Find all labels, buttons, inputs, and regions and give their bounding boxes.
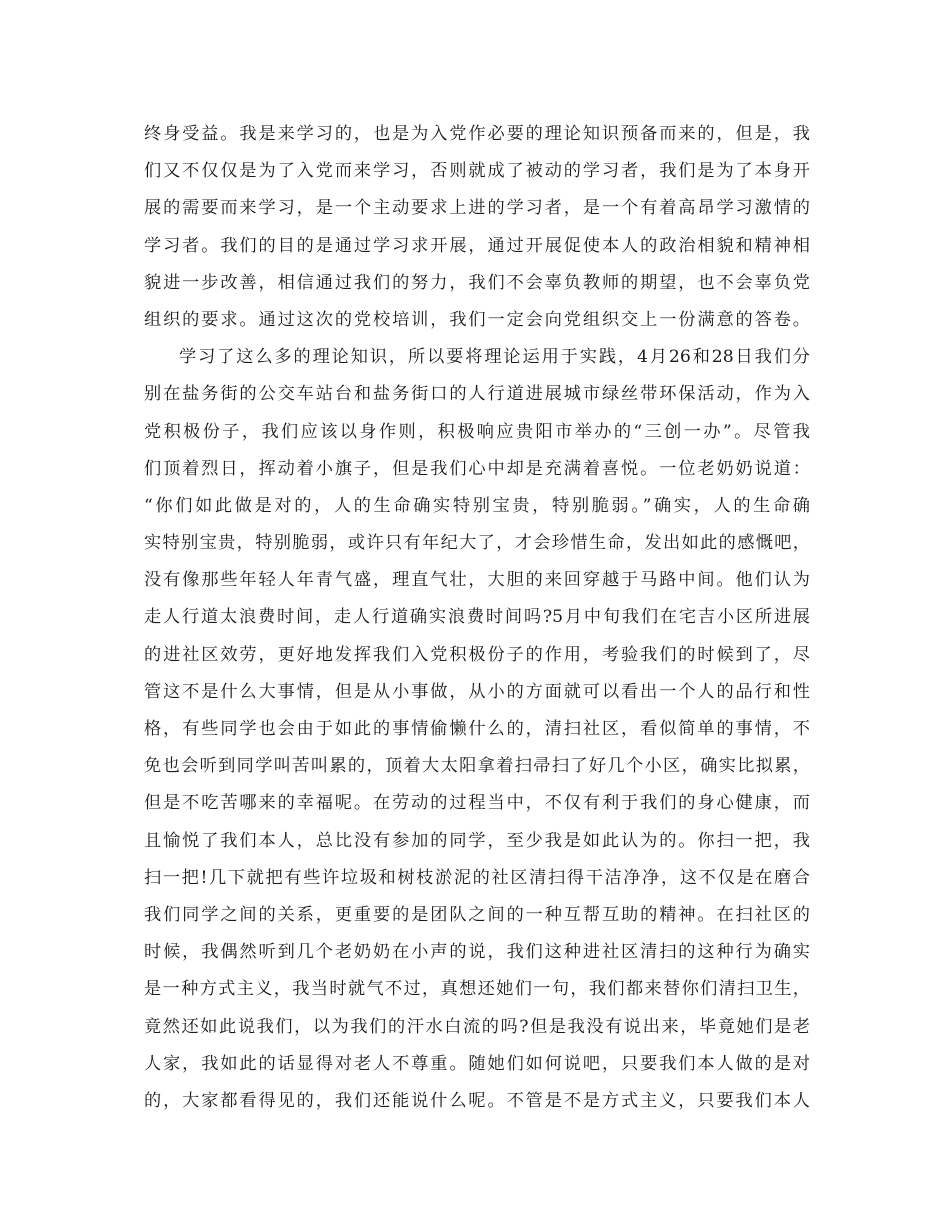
text-line: 的，大家都看得见的，我们还能说什么呢。不管是不是方式主义，只要我们本人 <box>144 1090 810 1111</box>
text-line: 实特别宝贵，特别脆弱，或许只有年纪大了，才会珍惜生命，发出如此的感慨吧， <box>144 533 810 554</box>
text-line: 管这不是什么大事情，但是从小事做，从小的方面就可以看出一个人的品行和性 <box>144 681 810 702</box>
text-line: 的进社区效劳，更好地发挥我们入党积极份子的作用，考验我们的时候到了，尽 <box>144 644 810 665</box>
text-line: 学习了这么多的理论知识，所以要将理论运用于实践，4月26和28日我们分 <box>179 347 810 368</box>
paragraph <box>144 116 810 339</box>
text-line: 学习者。我们的目的是通过学习求开展，通过开展促使本人的政治相貌和精神相 <box>144 235 810 256</box>
text-line: 但是不吃苦哪来的幸福呢。在劳动的过程当中，不仅有利于我们的身心健康，而 <box>144 793 810 814</box>
text-line: 没有像那些年轻人年青气盛，理直气壮，大胆的来回穿越于马路中间。他们认为 <box>144 570 810 591</box>
paragraph <box>144 339 810 1120</box>
text-line: 我们同学之间的关系，更重要的是团队之间的一种互帮互助的精神。在扫社区的 <box>144 904 810 925</box>
text-line: 终身受益。我是来学习的，也是为入党作必要的理论知识预备而来的，但是，我 <box>144 124 810 144</box>
text-line: 时候，我偶然听到几个老奶奶在小声的说，我们这种进社区清扫的这种行为确实 <box>144 942 810 963</box>
text-line: “你们如此做是对的，人的生命确实特别宝贵，特别脆弱。”确实，人的生命确 <box>144 495 810 516</box>
text-line: 貌进一步改善，相信通过我们的努力，我们不会辜负教师的期望，也不会辜负党 <box>144 272 810 293</box>
text-line: 且愉悦了我们本人，总比没有参加的同学，至少我是如此认为的。你扫一把，我 <box>144 830 810 851</box>
document-body <box>144 116 810 1120</box>
text-line: 免也会听到同学叫苦叫累的，顶着大太阳拿着扫帚扫了好几个小区，确实比拟累， <box>144 756 810 777</box>
text-line: 人家，我如此的话显得对老人不尊重。随她们如何说吧，只要我们本人做的是对 <box>144 1053 810 1074</box>
text-line: 别在盐务街的公交车站台和盐务街口的人行道进展城市绿丝带环保活动，作为入 <box>144 384 810 405</box>
text-line: 组织的要求。通过这次的党校培训，我们一定会向党组织交上一份满意的答卷。 <box>144 309 810 330</box>
text-line: 们又不仅仅是为了入党而来学习，否则就成了被动的学习者，我们是为了本身开 <box>144 161 810 182</box>
text-line: 展的需要而来学习，是一个主动要求上进的学习者，是一个有着高昂学习激情的 <box>144 198 810 219</box>
text-line: 竟然还如此说我们，以为我们的汗水白流的吗?但是我没有说出来，毕竟她们是老 <box>144 1016 810 1037</box>
text-line: 党积极份子，我们应该以身作则，积极响应贵阳市举办的“三创一办”。尽管我 <box>144 421 810 442</box>
text-line: 扫一把!几下就把有些许垃圾和树枝淤泥的社区清扫得干洁净净，这不仅是在磨合 <box>144 867 810 888</box>
text-line: 走人行道太浪费时间，走人行道确实浪费时间吗?5月中旬我们在宅吉小区所进展 <box>144 607 810 628</box>
text-line: 是一种方式主义，我当时就气不过，真想还她们一句，我们都来替你们清扫卫生， <box>144 979 810 1000</box>
text-line: 格，有些同学也会由于如此的事情偷懒什么的，清扫社区，看似简单的事情，不 <box>144 719 810 739</box>
text-line: 们顶着烈日，挥动着小旗子，但是我们心中却是充满着喜悦。一位老奶奶说道： <box>144 458 810 479</box>
